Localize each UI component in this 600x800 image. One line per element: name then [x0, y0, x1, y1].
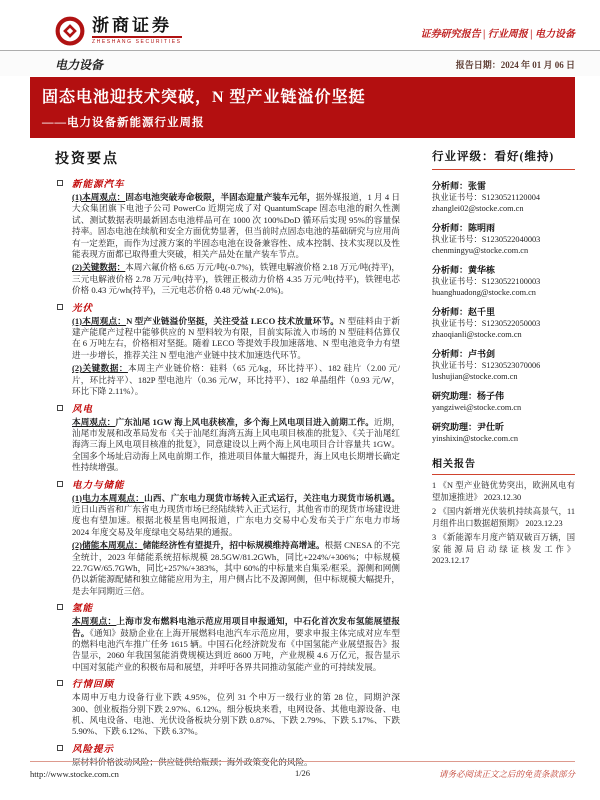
related-report-link[interactable]: 1 《N 型产业链优势突出，欧洲风电有望加速推进》 2023.12.30 — [432, 481, 575, 502]
analyst-block — [432, 348, 575, 383]
analyst-email-link[interactable]: huanghuadong@stocke.com.cn — [432, 288, 536, 297]
section-title: 氢能 — [72, 604, 94, 615]
section-paragraph — [72, 616, 400, 673]
section-body — [72, 616, 400, 673]
section-body — [72, 316, 400, 398]
section-title: 新能源汽车 — [72, 180, 125, 190]
paragraph-text: N 型硅料由于新建产能爬产过程中能够供应的 N 型料较为有限，目前实际流入市场的 N 型硅料估算仅在 6 万吨左右，价格相对坚挺。随着 LECO 等提效手段加速落地、N 型电池竞争力有望进一步增长，推荐关注 N 型电池产业链中技术加速迭代环节。 — [72, 315, 400, 360]
analyst-email-link[interactable]: zhanglei02@stocke.com.cn — [432, 204, 524, 213]
content-section — [55, 600, 400, 673]
analyst-email-link[interactable]: zhaoqianli@stocke.com.cn — [432, 330, 522, 339]
paragraph-label: (2)关键数据： — [72, 262, 126, 273]
content-section — [55, 401, 400, 474]
section-header — [57, 741, 400, 755]
analyst-name: 研究助理：杨子伟 — [432, 391, 505, 401]
section-paragraph — [72, 192, 400, 260]
industry-rating: 行业评级：看好(维持) — [432, 148, 575, 170]
paragraph-text: 本周申万电力设备行业下跌 4.95%，位列 31 个申万一级行业的第 28 位，同期沪深 300、创业板指分别下跌 2.97%、6.12%。细分板块来看，电网设备、其他电源设备、电机、风电设备、电池、光伏设备板块分别下跌 0.87%、下跌 2.79%、下跌 5.17%、下跌 5.90%、下跌 6.12%、下跌 6.37%。 — [72, 692, 400, 737]
brand-text — [92, 17, 182, 45]
sections-container — [55, 176, 400, 768]
content-section — [55, 676, 400, 738]
section-title: 光伏 — [72, 303, 94, 314]
sidebar — [432, 146, 575, 771]
analyst-cert-number: 执业证书号：S1230522050003 — [432, 319, 541, 328]
section-body — [72, 417, 400, 474]
page-number: 1/26 — [294, 768, 311, 778]
section-header — [57, 401, 400, 415]
paragraph-label: 本周观点： — [72, 616, 117, 627]
paragraph-text: 近日山西省和广东省电力现货市场已经陆续转入正式运行，其他省市的现货市场建设进度也有望加速。根据北极星售电网报道，广东电力交易中心发布关于广东电力市场 2024 年度交易及年度绿电交易结果的通报。 — [72, 503, 400, 537]
analyst-block — [432, 180, 575, 215]
analyst-email-link[interactable]: chenmingyu@stocke.com.cn — [432, 246, 529, 255]
analyst-email-link[interactable]: yangziwei@stocke.com.cn — [432, 403, 522, 412]
related-reports-list — [432, 480, 575, 567]
report-subtitle: ——电力设备新能源行业周报 — [42, 117, 205, 129]
section-title: 行情回顾 — [72, 680, 115, 691]
section-paragraph — [72, 493, 400, 539]
content-section — [55, 477, 400, 598]
paragraph-label: (1)本周观点： — [72, 192, 126, 202]
paragraph-label: (1)电力本周观点： — [72, 492, 145, 503]
analyst-name: 研究助理：尹仕昕 — [432, 422, 505, 432]
doc-type-line: 证券研究报告 | 行业周报 | 电力设备 — [420, 29, 575, 40]
bullet-square-icon — [57, 180, 63, 186]
section-header — [57, 477, 400, 491]
analyst-block — [432, 421, 575, 445]
section-paragraph — [72, 363, 400, 397]
paragraph-emphasis: 广东汕尾 1GW 海上风电获核准，多个海上风电项目进入前期工作。 — [115, 416, 374, 427]
paragraph-emphasis: 固态电池突破寿命极限，半固态迎量产装车元年， — [125, 192, 316, 202]
footer-website-link[interactable]: http://www.stocke.com.cn — [30, 769, 119, 779]
bullet-square-icon — [57, 745, 63, 751]
paragraph-emphasis: 上海市发布燃料电池示范应用项目申报通知，中石化首次发布氢能展望报告。 — [72, 616, 400, 638]
paragraph-emphasis: 储能经济性有望提升，招中标规模维持高增速。 — [142, 540, 325, 551]
category-label: 电力设备 — [55, 58, 104, 72]
analyst-email-link[interactable]: lushujian@stocke.com.cn — [432, 372, 518, 381]
paragraph-label: (1)本周观点： — [72, 315, 127, 326]
zheshang-logo-icon — [55, 16, 85, 46]
related-reports-heading: 相关报告 — [432, 455, 575, 475]
section-title: 风险提示 — [72, 744, 115, 755]
content-area — [0, 138, 600, 771]
analyst-cert-number: 执业证书号：S1230523070006 — [432, 361, 541, 370]
meta-row — [0, 51, 600, 76]
analyst-cert-number: 执业证书号：S1230522100003 — [432, 277, 541, 286]
brand-name-cn: 浙商证券 — [92, 16, 172, 35]
analyst-cert-number: 执业证书号：S1230521120004 — [432, 193, 541, 202]
section-title: 风电 — [72, 404, 94, 415]
analyst-block — [432, 390, 575, 414]
section-paragraph — [72, 316, 400, 362]
bullet-square-icon — [57, 680, 63, 686]
paragraph-text: 本周主产业链价格：硅料（65 元/kg，环比持平）、182 硅片（2.00 元/片，环比持平）、182P 型电池片（0.36 元/W，环比持平）、182 单晶组件（0.93 元/W，环比下降 2.11%）。 — [72, 363, 400, 397]
bullet-square-icon — [57, 481, 63, 487]
investment-highlights-heading: 投资要点 — [55, 152, 119, 167]
paragraph-text: 本周六氟价格 6.65 万元/吨(-0.7%)，铁锂电解液价格 2.18 万元/吨(持平)，三元电解液价格 2.78 万元/吨(持平)，铁锂正极动力价格 4.35 万元/吨(持平)，铁锂电芯价格 0.43 元/wh(持平)，三元电芯价格 0.48 元/wh(-2.0%)。 — [72, 262, 400, 296]
paragraph-text: 根据 CNESA 的不完全统计，2023 年储能系统招标规模 28.5GW/81.2GWh，同比+224%/+306%；中标规模 22.7GW/65.7GWh，同比+257%/+383%，其中 60%的中标量来自集采/框采。源侧和网侧仍以新能源配储和独立储能应用为主，用户侧占比不及源网侧，但中标规模大幅提升，是去年同期近三倍。 — [72, 540, 400, 596]
section-header — [57, 176, 400, 190]
footer-disclaimer: 请务必阅读正文之后的免责条款部分 — [438, 769, 575, 779]
main-column — [55, 146, 400, 771]
analyst-name: 分析师：张雷 — [432, 181, 487, 191]
paragraph-emphasis: 山西、广东电力现货市场转入正式运行，关注电力现货市场机遇。 — [144, 492, 400, 503]
content-section — [55, 176, 400, 297]
paragraph-text: 《通知》鼓励企业在上海开展燃料电池汽车示范应用，要求申报主体完成对应车型的燃料电池汽车推广任务 1615 辆。中国石化经济院发布《中国氢能产业展望报告》报告显示，2060 年我国氢能消费规模达到近 8600 万吨，产业规模 4.6 万亿元，报告显示中国对氢能产业的积极布局和展望，并呼吁各界共同推动氢能产业的可持续发展。 — [72, 627, 400, 672]
analysts-list — [432, 180, 575, 445]
paragraph-text: 据外媒报道，1 月 4 日大众集团旗下电池子公司 PowerCo 近期完成了对 QuantumScape 固态电池的耐久性测试、测试数据表明最新固态电池样品可在 1000 次 100%DoD 循环后实现 95%的容量保持率。固态电池在续航和安全方面优势显著，但当前时点固态电池的基础研究与应用尚有一定差距，而作为过渡方案的半固态电池在设备兼容性、成本控制、技术实现以及性能表现方面都已取得重大突破，相关产品处在量产装车节点。 — [72, 192, 400, 260]
section-body — [72, 692, 400, 738]
section-paragraph — [72, 692, 400, 738]
section-paragraph — [72, 262, 400, 296]
section-body — [72, 493, 400, 598]
analyst-name: 分析师：陈明雨 — [432, 223, 496, 233]
paragraph-label: (2)储能本周观点： — [72, 540, 143, 551]
brand-logo — [55, 16, 182, 46]
related-report-link[interactable]: 3 《新能源车月度产销双破百万辆，国家能源局启动绿证核发工作》 2023.12.17 — [432, 533, 575, 565]
section-title: 电力与储能 — [72, 480, 125, 491]
analyst-block — [432, 222, 575, 257]
analyst-block — [432, 306, 575, 341]
paragraph-text: 近期，汕尾市发展和改革局发布《关于汕尾红海湾五海上风电项目核准的批复》、《关于汕尾红海湾三海上风电项目核准的批复》，同意建设以上两个海上风电项目合计容量共 1GW。全国多个场址启动海上风电前期工作，推进项目体量大幅提升，海上风电长期增长确定性持续增强。 — [72, 416, 400, 473]
bullet-square-icon — [57, 405, 63, 411]
section-header — [57, 676, 400, 690]
paragraph-text: 原材料价格波动风险；供应链供给瓶颈；海外政策变化的风险。 — [72, 756, 313, 767]
title-banner — [30, 77, 575, 138]
report-title: 固态电池迎技术突破，N 型产业链溢价坚挺 — [42, 89, 366, 106]
page-header — [0, 0, 600, 51]
related-report-link[interactable]: 2 《国内新增光伏装机持续高景气，11 月组件出口数据超预期》 2023.12.23 — [432, 507, 575, 528]
paragraph-label: 本周观点： — [72, 416, 116, 427]
brand-name-en: ZHESHANG SECURITIES — [92, 36, 182, 45]
section-body — [72, 192, 400, 297]
section-header — [57, 600, 400, 614]
section-header — [57, 300, 400, 314]
bullet-square-icon — [57, 604, 63, 610]
analyst-name: 分析师：黄华栋 — [432, 265, 496, 275]
analyst-name: 分析师：赵千里 — [432, 307, 496, 317]
content-section — [55, 300, 400, 398]
analyst-cert-number: 执业证书号：S1230522040003 — [432, 235, 541, 244]
report-date: 报告日期：2024 年 01 月 06 日 — [455, 60, 575, 70]
analyst-block — [432, 264, 575, 299]
analyst-name: 分析师：卢书剑 — [432, 349, 496, 359]
bullet-square-icon — [57, 304, 63, 310]
paragraph-emphasis: N 型产业链溢价坚挺，关注受益 LECO 技术放量环节。 — [126, 315, 340, 326]
paragraph-label: (2)关键数据： — [72, 363, 128, 374]
page-footer — [30, 761, 575, 780]
section-paragraph — [72, 417, 400, 474]
section-paragraph — [72, 540, 400, 597]
analyst-email-link[interactable]: yinshixin@stocke.com.cn — [432, 434, 518, 443]
